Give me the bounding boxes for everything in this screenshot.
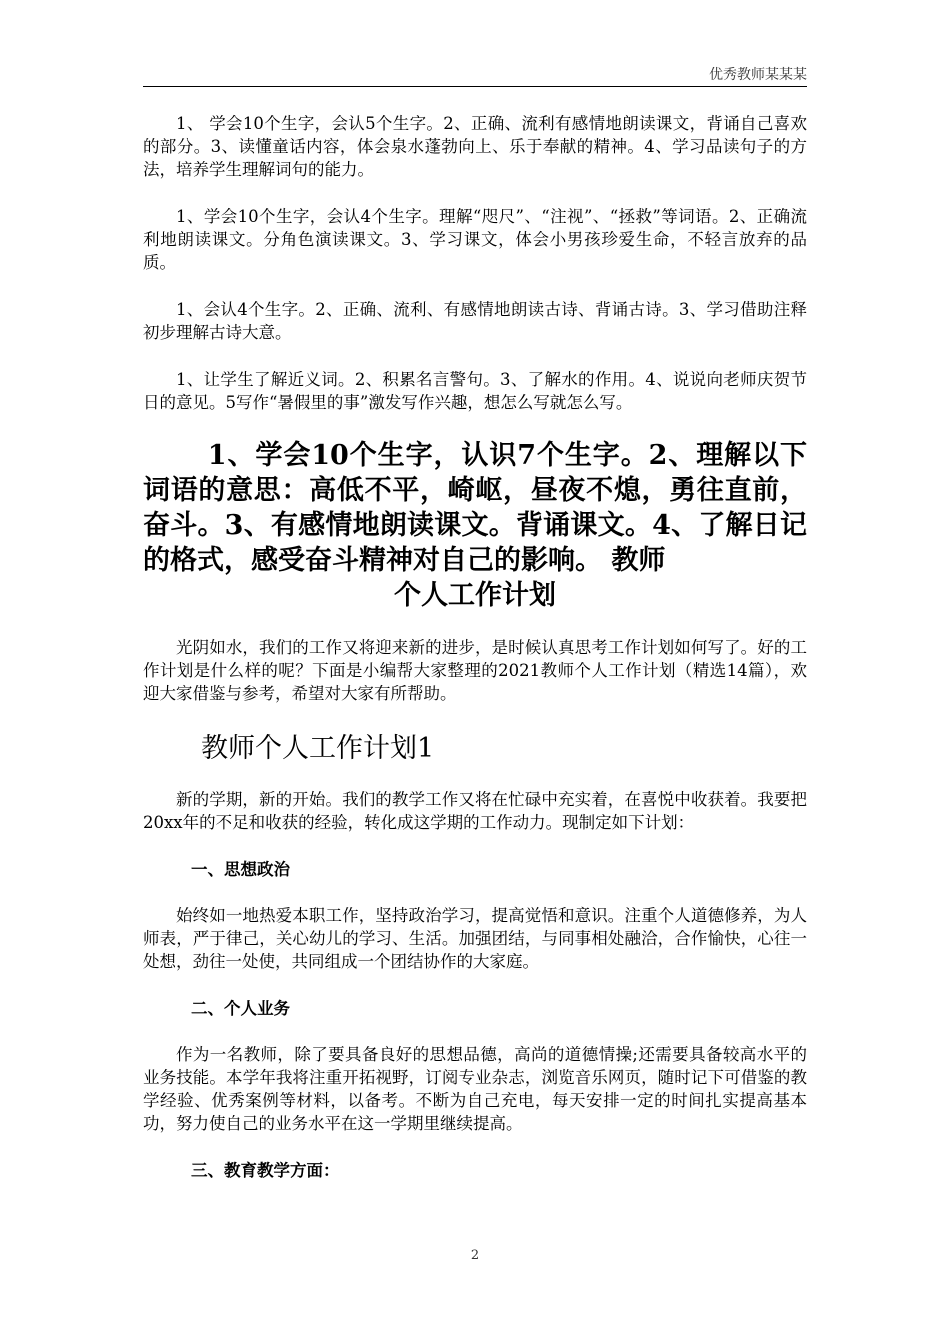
bold-objective-paragraph — [143, 438, 807, 613]
subsection-heading: 三、教育教学方面： — [191, 1161, 340, 1180]
document-body — [143, 112, 807, 1205]
objective-paragraph: 1、会认4个生字。2、正确、流利、有感情地朗读古诗、背诵古诗。3、学习借助注释初步理解古诗大意。 — [143, 300, 807, 342]
section-intro-paragraph: 新的学期，新的开始。我们的教学工作又将在忙碌中充实着，在喜悦中收获着。我要把20xx年的不足和收获的经验，转化成这学期的工作动力。现制定如下计划： — [143, 790, 807, 832]
subsection-paragraph: 作为一名教师，除了要具备良好的思想品德，高尚的道德情操;还需要具备较高水平的业务技能。本学年我将注重开拓视野，订阅专业杂志，浏览音乐网页，随时记下可借鉴的教学经验、优秀案例等材料，以备考。不断为自己充电，每天安排一定的时间扎实提高基本功，努力使自己的业务水平在这一学期里继续提高。 — [143, 1045, 807, 1133]
subsection-heading: 二、个人业务 — [191, 999, 290, 1018]
objective-paragraph: 1、学会10个生字，会认4个生字。理解“咫尺”、“注视”、“拯救”等词语。2、正确流利地朗读课文。分角色演读课文。3、学习课文，体会小男孩珍爱生命，不轻言放弃的品质。 — [143, 207, 807, 272]
page-header — [143, 60, 807, 87]
subsection-heading: 一、思想政治 — [191, 860, 290, 879]
intro-paragraph: 光阴如水，我们的工作又将迎来新的进步，是时候认真思考工作计划如何写了。好的工作计划是什么样的呢？下面是小编帮大家整理的2021教师个人工作计划（精选14篇），欢迎大家借鉴与参考，希望对大家有所帮助。 — [143, 638, 807, 703]
bold-objective-tail: 个人工作计划 — [394, 580, 556, 611]
objective-paragraph: 1、让学生了解近义词。2、积累名言警句。3、了解水的作用。4、说说向老师庆贺节日的意见。5写作“暑假里的事”激发写作兴趣，想怎么写就怎么写。 — [143, 370, 807, 412]
objective-paragraph: 1、 学会10个生字，会认5个生字。2、正确、流利有感情地朗读课文，背诵自己喜欢的部分。3、读懂童话内容，体会泉水蓬勃向上、乐于奉献的精神。4、学习品读句子的方法，培养学生理解词句的能力。 — [143, 114, 807, 179]
section-title: 教师个人工作计划1 — [201, 733, 435, 764]
header-author: 优秀教师某某某 — [709, 67, 807, 83]
page-number: 2 — [470, 1248, 480, 1263]
subsection-paragraph: 始终如一地热爱本职工作，坚持政治学习，提高觉悟和意识。注重个人道德修养，为人师表，严于律己，关心幼儿的学习、生活。加强团结，与同事相处融洽，合作愉快，心往一处想，劲往一处使，共同组成一个团结协作的大家庭。 — [143, 906, 807, 971]
bold-objective-text: 1、学会10个生字，认识7个生字。2、理解以下词语的意思：高低不平，崎岖，昼夜不熄，勇往直前，奋斗。3、有感情地朗读课文。背诵课文。4、了解日记的格式，感受奋斗精神对自己的影响。 教师 — [143, 440, 807, 576]
